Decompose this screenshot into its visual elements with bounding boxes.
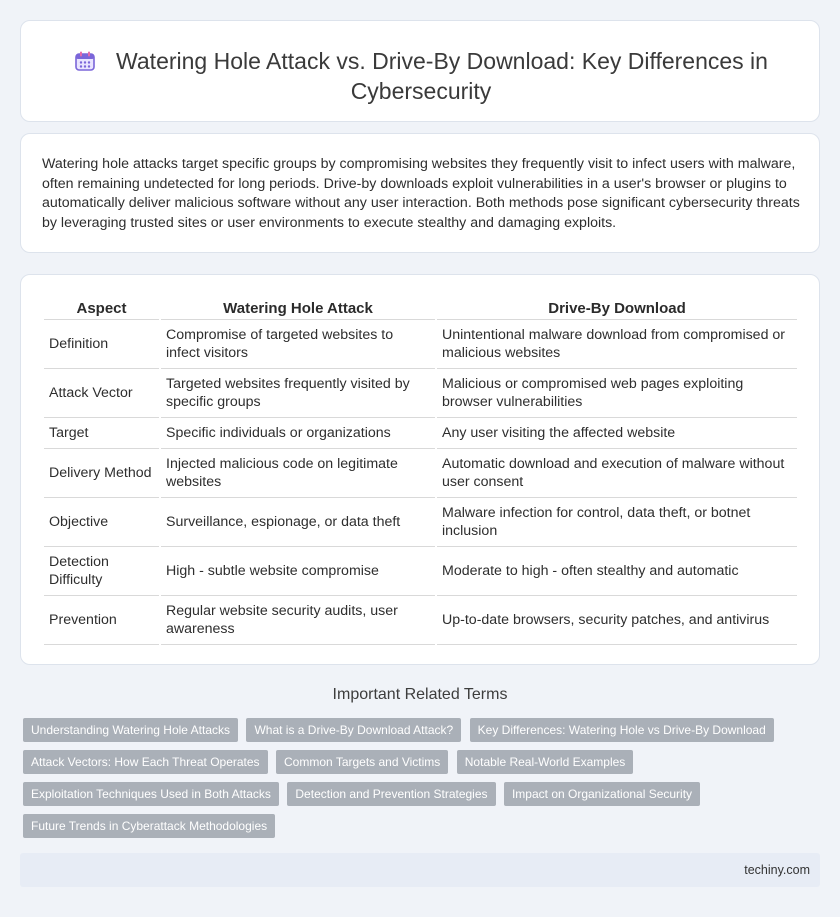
- table-row: [44, 418, 797, 449]
- page-title-text: Watering Hole Attack vs. Drive-By Download: Key Differences in Cybersecurity: [116, 48, 768, 104]
- table-row: [44, 596, 797, 645]
- cell-aspect: Objective: [44, 498, 159, 547]
- cell-aspect: Prevention: [44, 596, 159, 645]
- table-row: [44, 547, 797, 596]
- calendar-icon: [74, 50, 96, 72]
- comparison-card: [20, 274, 820, 665]
- related-term-tag[interactable]: Attack Vectors: How Each Threat Operates: [23, 750, 268, 774]
- related-term-tag[interactable]: Exploitation Techniques Used in Both Attacks: [23, 782, 279, 806]
- footer-site-link[interactable]: techiny.com: [744, 863, 810, 877]
- related-term-tag[interactable]: Future Trends in Cyberattack Methodologies: [23, 814, 275, 838]
- cell-watering-hole: High - subtle website compromise: [161, 547, 435, 596]
- title-wrap: [21, 46, 821, 106]
- intro-card: [20, 133, 820, 253]
- cell-watering-hole: Targeted websites frequently visited by specific groups: [161, 369, 435, 418]
- intro-paragraph: Watering hole attacks target specific groups by compromising websites they frequently visit to infect users with malware, often remaining undetected for long periods. Drive-by downloads exploit vulnerabilities in a user's browser or plugins to automatically deliver malicious software without any user interaction. Both methods pose significant cybersecurity threats by leveraging trusted sites or user environments to execute stealthy and damaging exploits.: [42, 156, 800, 231]
- cell-watering-hole: Specific individuals or organizations: [161, 418, 435, 449]
- cell-drive-by: Up-to-date browsers, security patches, and antivirus: [437, 596, 797, 645]
- table-row: [44, 320, 797, 369]
- cell-aspect: Target: [44, 418, 159, 449]
- related-term-tag[interactable]: Notable Real-World Examples: [457, 750, 634, 774]
- cell-drive-by: Malware infection for control, data theft, or botnet inclusion: [437, 498, 797, 547]
- related-term-tag[interactable]: Common Targets and Victims: [276, 750, 448, 774]
- related-terms-list: [23, 718, 793, 846]
- cell-watering-hole: Compromise of targeted websites to infect visitors: [161, 320, 435, 369]
- related-term-tag[interactable]: Key Differences: Watering Hole vs Drive-By Download: [470, 718, 774, 742]
- cell-watering-hole: Injected malicious code on legitimate websites: [161, 449, 435, 498]
- cell-drive-by: Unintentional malware download from compromised or malicious websites: [437, 320, 797, 369]
- cell-drive-by: Malicious or compromised web pages exploiting browser vulnerabilities: [437, 369, 797, 418]
- cell-watering-hole: Regular website security audits, user awareness: [161, 596, 435, 645]
- header-drive-by: Drive-By Download: [437, 296, 797, 320]
- page-title: [61, 46, 781, 106]
- related-term-tag[interactable]: Impact on Organizational Security: [504, 782, 700, 806]
- cell-aspect: Definition: [44, 320, 159, 369]
- related-terms-title: Important Related Terms: [332, 686, 508, 703]
- related-term-tag[interactable]: Understanding Watering Hole Attacks: [23, 718, 238, 742]
- related-term-tag[interactable]: What is a Drive-By Download Attack?: [246, 718, 461, 742]
- cell-watering-hole: Surveillance, espionage, or data theft: [161, 498, 435, 547]
- cell-aspect: Delivery Method: [44, 449, 159, 498]
- cell-drive-by: Any user visiting the affected website: [437, 418, 797, 449]
- header-watering-hole: Watering Hole Attack: [161, 296, 435, 320]
- header-aspect: Aspect: [44, 296, 159, 320]
- table-row: [44, 449, 797, 498]
- cell-aspect: Attack Vector: [44, 369, 159, 418]
- cell-drive-by: Moderate to high - often stealthy and automatic: [437, 547, 797, 596]
- table-header-row: [44, 296, 797, 320]
- comparison-table: [42, 296, 799, 645]
- table-row: [44, 498, 797, 547]
- title-card: [20, 20, 820, 122]
- table-row: [44, 369, 797, 418]
- cell-aspect: Detection Difficulty: [44, 547, 159, 596]
- related-term-tag[interactable]: Detection and Prevention Strategies: [287, 782, 495, 806]
- cell-drive-by: Automatic download and execution of malware without user consent: [437, 449, 797, 498]
- footer: [20, 853, 820, 887]
